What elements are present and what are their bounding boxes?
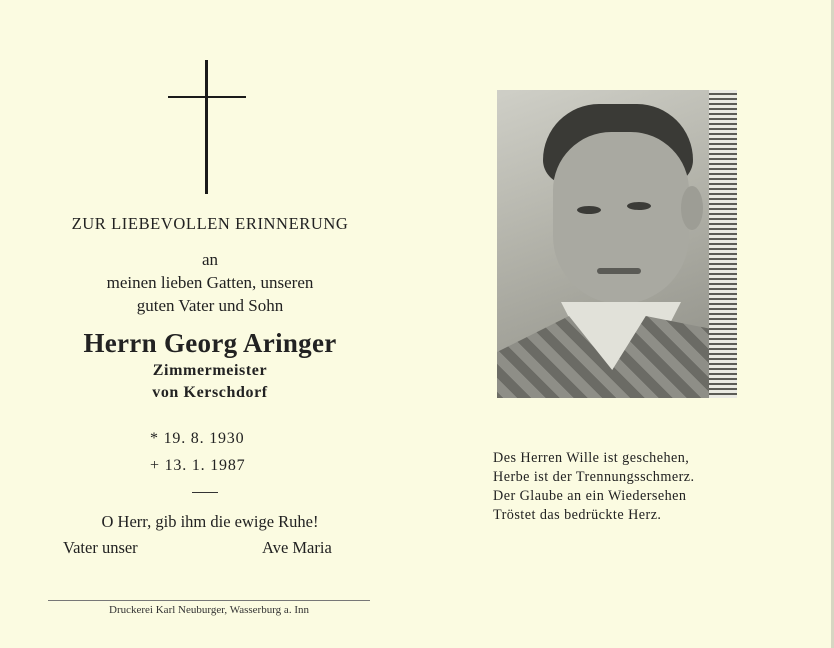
verse-line-3: Der Glaube an ein Wiedersehen	[493, 488, 687, 504]
intro-line-3: guten Vater und Sohn	[136, 296, 284, 315]
prayer-line: O Herr, gib ihm die ewige Ruhe!	[101, 512, 319, 531]
intro-line-1: an	[201, 250, 219, 269]
verse-line-4: Tröstet das bedrückte Herz.	[493, 507, 662, 523]
prayer-vater-unser: Vater unser	[63, 538, 138, 557]
footer-rule	[48, 600, 370, 601]
prayer-ave-maria: Ave Maria	[262, 538, 332, 557]
profession: Zimmermeister	[152, 362, 268, 379]
deceased-name: Herrn Georg Aringer	[83, 328, 337, 358]
divider	[192, 492, 218, 493]
verse-line-2: Herbe ist der Trennungsschmerz.	[493, 469, 695, 485]
portrait-photo	[497, 90, 737, 398]
verse-line-1: Des Herren Wille ist geschehen,	[493, 450, 690, 466]
intro-line-2: meinen lieben Gatten, unseren	[106, 273, 314, 292]
birth-date: * 19. 8. 1930	[150, 430, 245, 447]
hometown: von Kerschdorf	[152, 384, 268, 401]
cross-icon	[168, 60, 246, 194]
printer-credit: Druckerei Karl Neuburger, Wasserburg a. Inn	[109, 604, 309, 616]
death-date: + 13. 1. 1987	[150, 457, 246, 474]
dedication-heading: ZUR LIEBEVOLLEN ERINNERUNG	[71, 214, 349, 233]
